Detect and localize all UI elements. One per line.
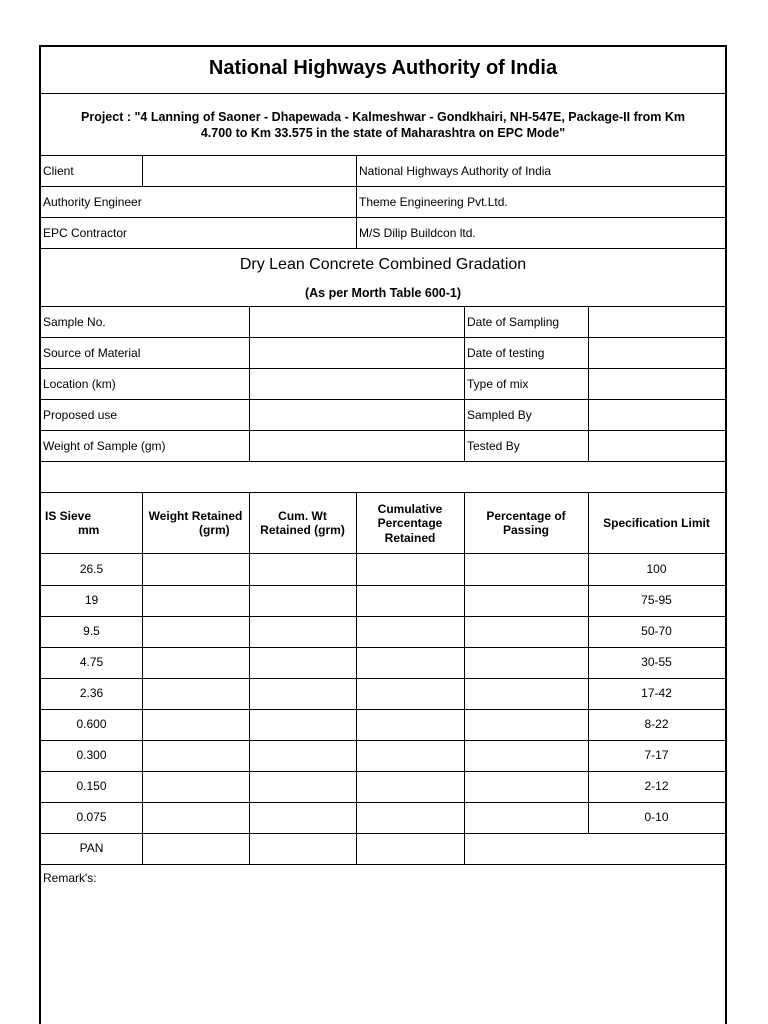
divider (41, 771, 725, 772)
test-title: Dry Lean Concrete Combined Gradation (239, 256, 527, 273)
client-value: National Highways Authority of India (359, 164, 552, 178)
header-pass-2: Passing (502, 523, 550, 537)
divider (142, 155, 143, 186)
type-of-mix-label: Type of mix (467, 377, 529, 391)
divider (41, 492, 725, 493)
divider (41, 248, 725, 249)
sieve-value: 2.36 (79, 686, 104, 700)
divider (41, 616, 725, 617)
authority-engineer-value: Theme Engineering Pvt.Ltd. (359, 195, 508, 209)
header-sieve-2: mm (78, 523, 100, 537)
sieve-value: 4.75 (79, 655, 104, 669)
spec-value: 0-10 (644, 810, 669, 824)
epc-contractor-label: EPC Contractor (43, 226, 128, 240)
divider (41, 399, 725, 400)
spec-value: 8-22 (644, 717, 669, 731)
divider (41, 585, 725, 586)
divider (41, 93, 725, 94)
sieve-value: PAN (79, 841, 104, 855)
spec-value: 30-55 (641, 655, 672, 669)
divider (41, 833, 725, 834)
spec-value: 2-12 (644, 779, 669, 793)
divider (41, 217, 725, 218)
sieve-value: 0.075 (76, 810, 107, 824)
divider (588, 306, 589, 461)
divider (41, 553, 725, 554)
divider (41, 461, 725, 462)
divider (41, 802, 725, 803)
divider (249, 306, 250, 461)
spec-value: 7-17 (644, 748, 669, 762)
sieve-value: 26.5 (79, 562, 104, 576)
date-of-sampling-label: Date of Sampling (467, 315, 560, 329)
remarks-label: Remark's: (43, 871, 97, 885)
divider (41, 306, 725, 307)
divider (41, 186, 725, 187)
tested-by-label: Tested By (467, 439, 520, 453)
test-subtitle: (As per Morth Table 600-1) (304, 286, 462, 300)
header-cumpct-3: Retained (384, 531, 436, 545)
header-sieve-1: IS Sieve (45, 509, 92, 523)
project-line-2: 4.700 to Km 33.575 in the state of Maharashtra on EPC Mode" (200, 126, 566, 140)
divider (41, 647, 725, 648)
sieve-value: 0.150 (76, 779, 107, 793)
sampled-by-label: Sampled By (467, 408, 532, 422)
sample-no-label: Sample No. (43, 315, 106, 329)
authority-engineer-label: Authority Engineer (43, 195, 142, 209)
divider (41, 740, 725, 741)
project-line-1: Project : "4 Lanning of Saoner - Dhapewada - Kalmeshwar - Gondkhairi, NH-547E, Package-II from Km (81, 110, 685, 124)
client-label: Client (43, 164, 74, 178)
divider (464, 306, 465, 461)
sieve-value: 0.300 (76, 748, 107, 762)
spec-value: 17-42 (641, 686, 672, 700)
spec-value: 75-95 (641, 593, 672, 607)
sieve-value: 9.5 (83, 624, 100, 638)
spec-value: 100 (646, 562, 667, 576)
org-title: National Highways Authority of India (208, 57, 558, 79)
divider (41, 678, 725, 679)
source-of-material-label: Source of Material (43, 346, 141, 360)
date-of-testing-label: Date of testing (467, 346, 545, 360)
header-cum-2: Retained (grm) (260, 523, 345, 537)
header-cumpct-1: Cumulative (377, 502, 443, 516)
location-label: Location (km) (43, 377, 116, 391)
sieve-value: 0.600 (76, 717, 107, 731)
header-weight-1: Weight Retained (148, 509, 243, 523)
divider (41, 430, 725, 431)
header-pass-1: Percentage of (486, 509, 566, 523)
header-cumpct-2: Percentage (377, 516, 443, 530)
divider (41, 709, 725, 710)
header-cum-1: Cum. Wt (278, 509, 327, 523)
sieve-value: 19 (84, 593, 99, 607)
epc-contractor-value: M/S Dilip Buildcon ltd. (359, 226, 476, 240)
gradation-sheet (39, 45, 727, 1024)
divider (41, 155, 725, 156)
header-weight-2: (grm) (199, 523, 230, 537)
divider (41, 368, 725, 369)
proposed-use-label: Proposed use (43, 408, 118, 422)
divider (41, 337, 725, 338)
divider (356, 155, 357, 248)
weight-of-sample-label: Weight of Sample (gm) (43, 439, 166, 453)
divider (41, 864, 725, 865)
header-spec: Specification Limit (603, 516, 710, 530)
spec-value: 50-70 (641, 624, 672, 638)
